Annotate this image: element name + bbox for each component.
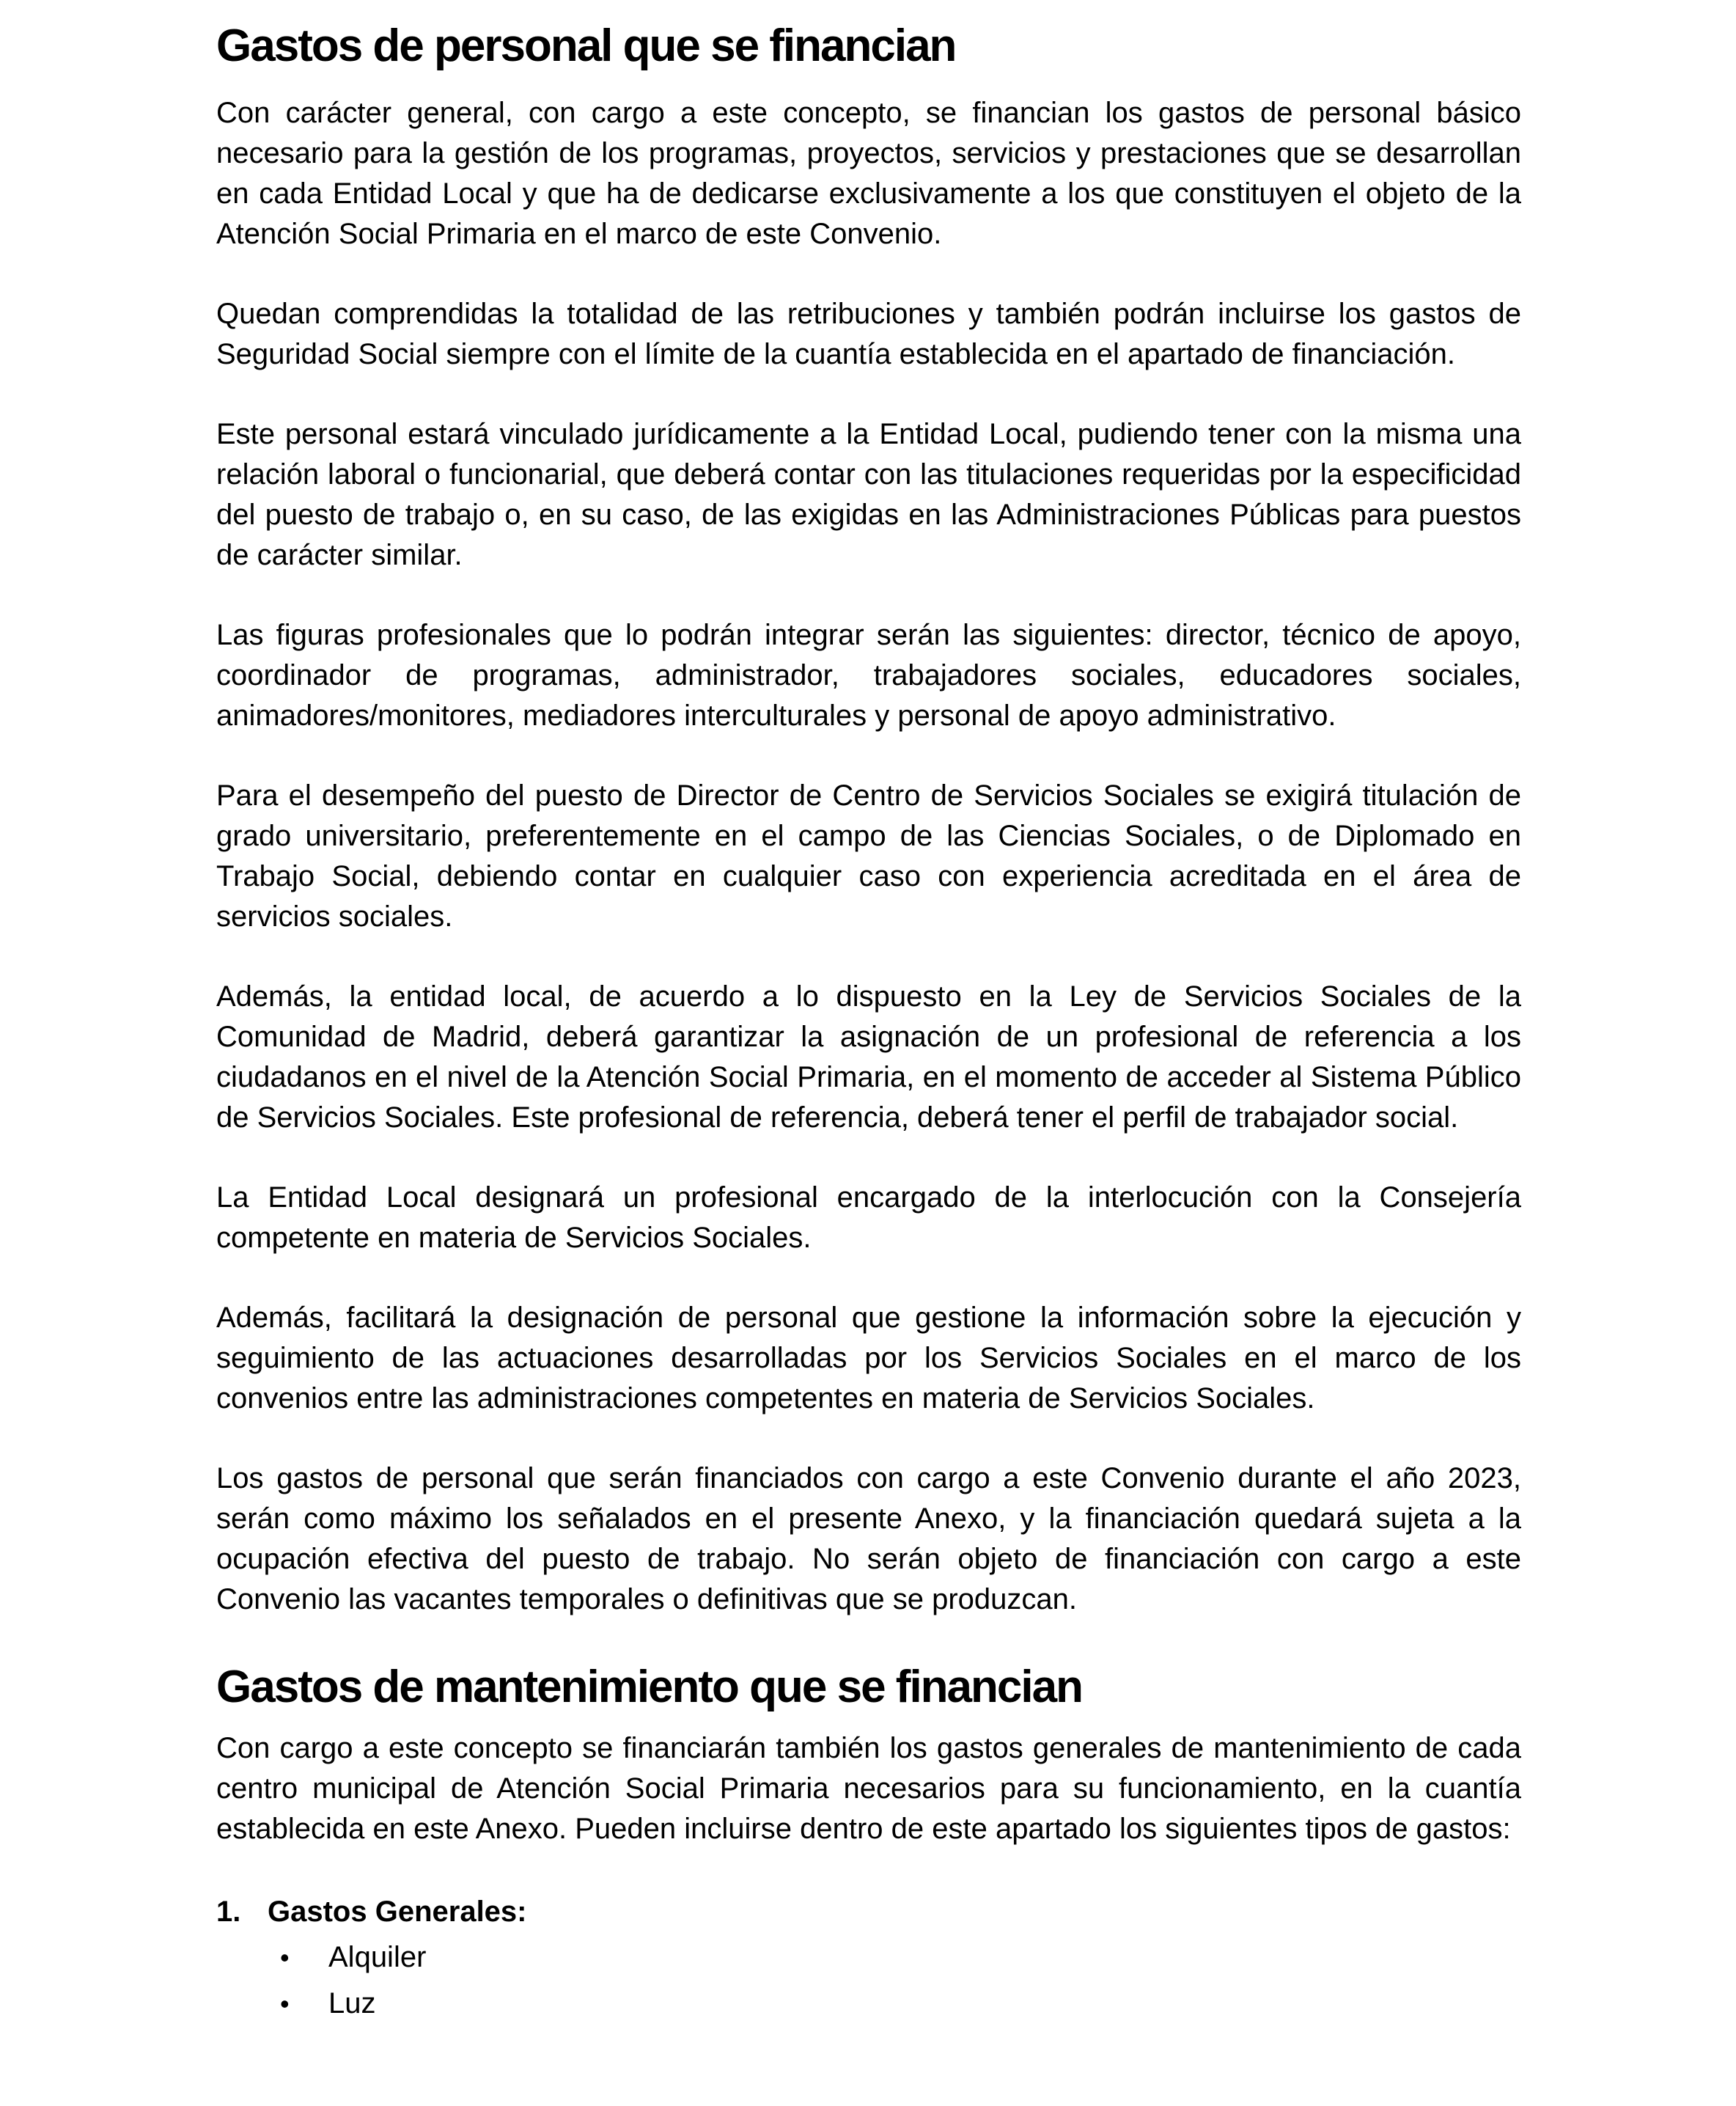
list-item-label: Gastos Generales: <box>268 1896 527 1928</box>
paragraph-personal-1: Con carácter general, con cargo a este concepto, se financian los gastos de personal básico necesario para la gestión de los programas, proyectos, servicios y prestaciones que se desarrollan en cada Entidad Local y que ha de dedicarse exclusivamente a los que constituyen el objeto de la Atención Social Primaria en el marco de este Convenio. <box>216 97 1521 250</box>
paragraph-personal-9: Los gastos de personal que serán financiados con cargo a este Convenio durante el año 2023, serán como máximo los señalados en el presente Anexo, y la financiación quedará sujeta a la ocupación efectiva del puesto de trabajo. No serán objeto de financiación con cargo a este Convenio las vacantes temporales o definitivas que se produzcan. <box>216 1462 1521 1615</box>
list-item-number: 1. <box>216 1896 241 1928</box>
paragraph-personal-3: Este personal estará vinculado jurídicamente a la Entidad Local, pudiendo tener con la misma una relación laboral o funcionarial, que deberá contar con las titulaciones requeridas por la especificidad del puesto de trabajo o, en su caso, de las exigidas en las Administraciones Públicas para puestos de carácter similar. <box>216 418 1521 571</box>
paragraph-personal-7: La Entidad Local designará un profesional encargado de la interlocución con la Consejería competente en materia de Servicios Sociales. <box>216 1181 1521 1254</box>
paragraph-personal-5: Para el desempeño del puesto de Director de Centro de Servicios Sociales se exigirá titulación de grado universitario, preferentemente en el campo de las Ciencias Sociales, o de Diplomado en Trabajo Social, debiendo contar en cualquier caso con experiencia acreditada en el área de servicios sociales. <box>216 779 1521 933</box>
bullet-list-item <box>216 1981 1521 2027</box>
paragraph-personal-8: Además, facilitará la designación de personal que gestione la información sobre la ejecución y seguimiento de las actuaciones desarrolladas por los Servicios Sociales en el marco de los convenios entre las administraciones competentes en materia de Servicios Sociales. <box>216 1302 1521 1415</box>
numbered-list-item <box>216 1889 1521 1934</box>
paragraph-personal-4: Las figuras profesionales que lo podrán integrar serán las siguientes: director, técnico de apoyo, coordinador de programas, administrador, trabajadores sociales, educadores sociales, animadores/monitores, mediadores interculturales y personal de apoyo administrativo. <box>216 619 1521 732</box>
bullet-item-text: Alquiler <box>328 1941 427 1973</box>
bullet-icon: • <box>280 1989 290 2019</box>
bullet-list-item <box>216 1934 1521 1981</box>
bullet-item-text: Luz <box>328 1987 376 2019</box>
bullet-icon: • <box>280 1942 290 1973</box>
section-heading-gastos-personal: Gastos de personal que se financian <box>216 21 956 71</box>
section-heading-gastos-mantenimiento: Gastos de mantenimiento que se financian <box>216 1662 1082 1712</box>
paragraph-mantenimiento-1: Con cargo a este concepto se financiarán también los gastos generales de mantenimiento de cada centro municipal de Atención Social Primaria necesarios para su funcionamiento, en la cuantía establecida en este Anexo. Pueden incluirse dentro de este apartado los siguientes tipos de gastos: <box>216 1732 1521 1845</box>
paragraph-personal-6: Además, la entidad local, de acuerdo a lo dispuesto en la Ley de Servicios Sociales de la Comunidad de Madrid, deberá garantizar la asignación de un profesional de referencia a los ciudadanos en el nivel de la Atención Social Primaria, en el momento de acceder al Sistema Público de Servicios Sociales. Este profesional de referencia, deberá tener el perfil de trabajador social. <box>216 980 1521 1134</box>
paragraph-personal-2: Quedan comprendidas la totalidad de las retribuciones y también podrán incluirse los gastos de Seguridad Social siempre con el límite de la cuantía establecida en el apartado de financiación. <box>216 298 1521 370</box>
